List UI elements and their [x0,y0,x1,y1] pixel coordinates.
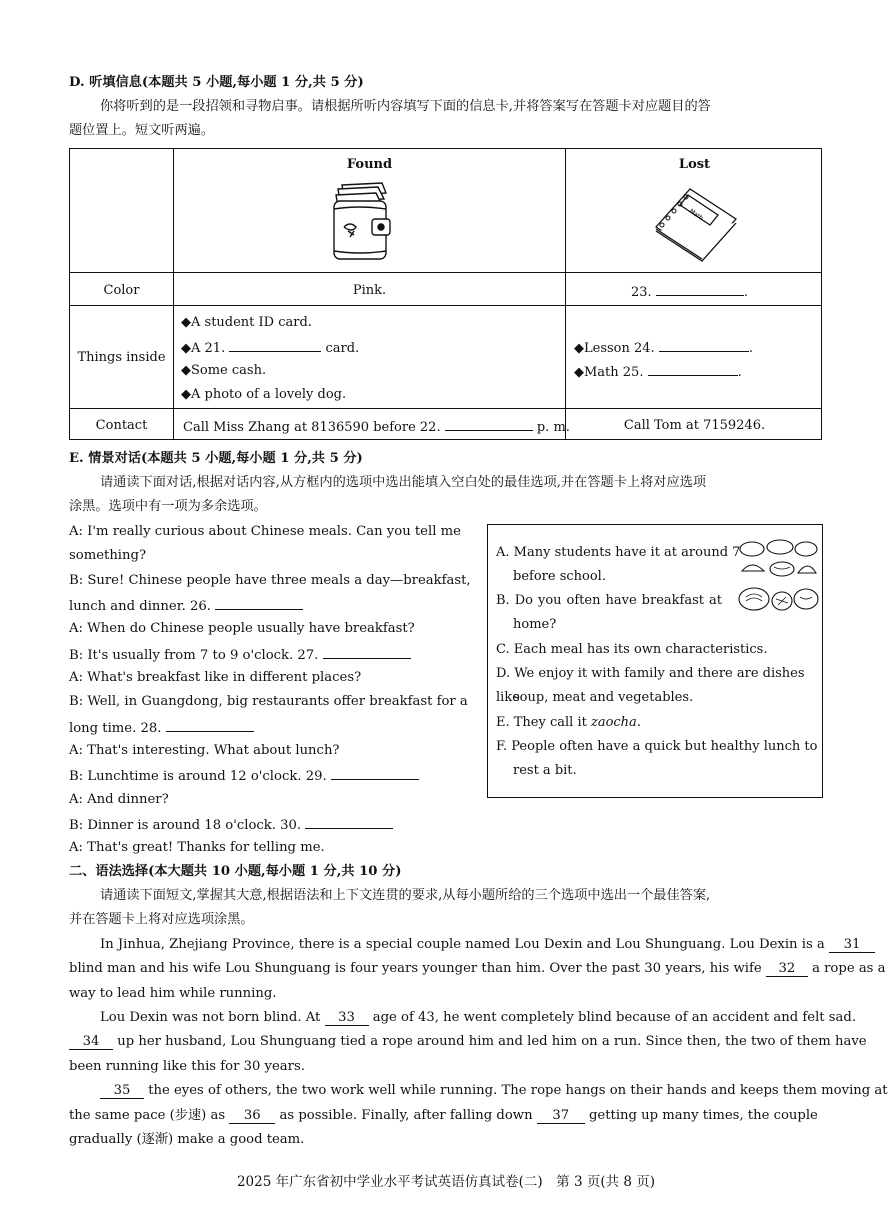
found-contact: Call Miss Zhang at 8136590 before 22. p. m. [183,420,570,435]
blank-35: 35 [100,1083,144,1099]
passage-p3-l2: the same pace (步速) as 36 as possible. Finally, after falling down 37 getting up many times, the couple [69,1108,818,1123]
row-color-label: Color [103,283,140,298]
option-f-line-1: F. People often have a quick but healthy lunch to [496,739,818,754]
dialogue-line-2: something? [69,548,147,563]
notebook-icon [650,183,740,263]
dialogue-line-11: B: Lunchtime is around 12 o'clock. 29. [69,767,419,785]
lost-thing-1: ◆Lesson 24. . [574,341,753,356]
dialogue-line-5: A: When do Chinese people usually have breakfast? [69,621,415,636]
section-e-heading: E. 情景对话(本题共 5 小题,每小题 1 分,共 5 分) [69,451,363,466]
found-thing-1: ◆A student ID card. [181,315,312,330]
section-2-instructions-2: 并在答题卡上将对应选项涂黑。 [69,912,254,927]
option-d-line-1: D. We enjoy it with family and there are dishes like [496,666,805,705]
passage-p1-l3: way to lead him while running. [69,986,277,1001]
page-footer: 2025 年广东省初中学业水平考试英语仿真试卷(二) 第 3 页(共 8 页) [236,1174,656,1190]
option-b-line-2: home? [513,617,557,632]
dialogue-line-13: B: Dinner is around 18 o'clock. 30. [69,816,393,834]
blank-34: 34 [69,1034,113,1050]
wallet-icon [328,179,396,267]
option-f-line-2: rest a bit. [513,763,577,778]
blank-37: 37 [537,1108,585,1124]
dialogue-line-9: long time. 28. [69,719,254,737]
options-box [487,524,823,798]
row-contact-label: Contact [95,418,148,433]
lost-thing-2: ◆Math 25. . [574,365,742,380]
passage-p2-l3: been running like this for 30 years. [69,1059,305,1074]
option-d-line-2: soup, meat and vegetables. [513,690,694,705]
section-e-instructions-1: 请通读下面对话,根据对话内容,从方框内的选项中选出能填入空白处的最佳选项,并在答题卡上将对应选项 [100,475,707,490]
blank-36: 36 [229,1108,275,1124]
section-d-instructions-2: 题位置上。短文听两遍。 [69,123,215,138]
passage-p3-l1: 35 the eyes of others, the two work well while running. The rope hangs on their hands and keeps them moving at [100,1083,888,1099]
dialogue-line-8: B: Well, in Guangdong, big restaurants offer breakfast for a [69,694,468,709]
row-things-label: Things inside [77,350,166,365]
passage-p3-l3: gradually (逐渐) make a good team. [69,1132,305,1147]
option-c: C. Each meal has its own characteristics. [496,642,768,657]
dialogue-line-7: A: What's breakfast like in different places? [69,670,362,685]
lost-contact: Call Tom at 7159246. [623,418,766,433]
blank-31: 31 [829,937,875,953]
food-icon [736,535,820,619]
dialogue-line-3: B: Sure! Chinese people have three meals a day—breakfast, [69,573,471,588]
found-color: Pink. [352,283,387,298]
notebook-label: Math [688,207,705,222]
found-thing-2: ◆A 21. card. [181,341,360,356]
section-2-instructions-1: 请通读下面短文,掌握其大意,根据语法和上下文连贯的要求,从每小题所给的三个选项中选出一个最佳答案, [100,888,711,903]
col-found-header: Found [346,157,393,172]
section-2-heading: 二、语法选择(本大题共 10 小题,每小题 1 分,共 10 分) [69,864,402,879]
dialogue-line-6: B: It's usually from 7 to 9 o'clock. 27. [69,646,411,664]
passage-p2-l2: 34 up her husband, Lou Shunguang tied a rope around him and led him on a run. Since then, the two of them have [69,1034,867,1050]
dialogue-line-4: lunch and dinner. 26. [69,597,303,615]
passage-p2-l1: Lou Dexin was not born blind. At 33 age of 43, he went completely blind because of an accident and felt sad. [100,1010,857,1025]
option-a-line-2: before school. [513,569,606,584]
dialogue-line-1: A: I'm really curious about Chinese meals. Can you tell me [69,524,461,539]
option-a-line-1: A. Many students have it at around 7 [496,545,741,560]
dialogue-line-12: A: And dinner? [69,792,169,807]
section-e-instructions-2: 涂黑。选项中有一项为多余选项。 [69,499,267,514]
found-thing-3: ◆Some cash. [181,363,267,378]
info-card-table [69,148,822,440]
blank-33: 33 [325,1010,369,1026]
passage-p1-l1: In Jinhua, Zhejiang Province, there is a special couple named Lou Dexin and Lou Shunguang. Lou Dexin is a 31 [100,937,875,953]
lost-color-blank: 23. . [631,285,748,300]
found-thing-4: ◆A photo of a lovely dog. [181,387,347,402]
option-e: E. They call it zaocha. [496,715,641,730]
blank-32: 32 [766,961,808,977]
section-d-instructions-1: 你将听到的是一段招领和寻物启事。请根据所听内容填写下面的信息卡,并将答案写在答题卡对应题目的答 [100,99,711,114]
section-d-heading: D. 听填信息(本题共 5 小题,每小题 1 分,共 5 分) [69,75,364,90]
dialogue-line-14: A: That's great! Thanks for telling me. [69,840,325,855]
option-b-line-1: B. Do you often have breakfast at [496,593,722,608]
passage-p1-l2: blind man and his wife Lou Shunguang is four years younger than him. Over the past 30 years, his wife 32 a rope as a [69,961,886,976]
col-lost-header: Lost [678,157,711,172]
dialogue-line-10: A: That's interesting. What about lunch? [69,743,340,758]
